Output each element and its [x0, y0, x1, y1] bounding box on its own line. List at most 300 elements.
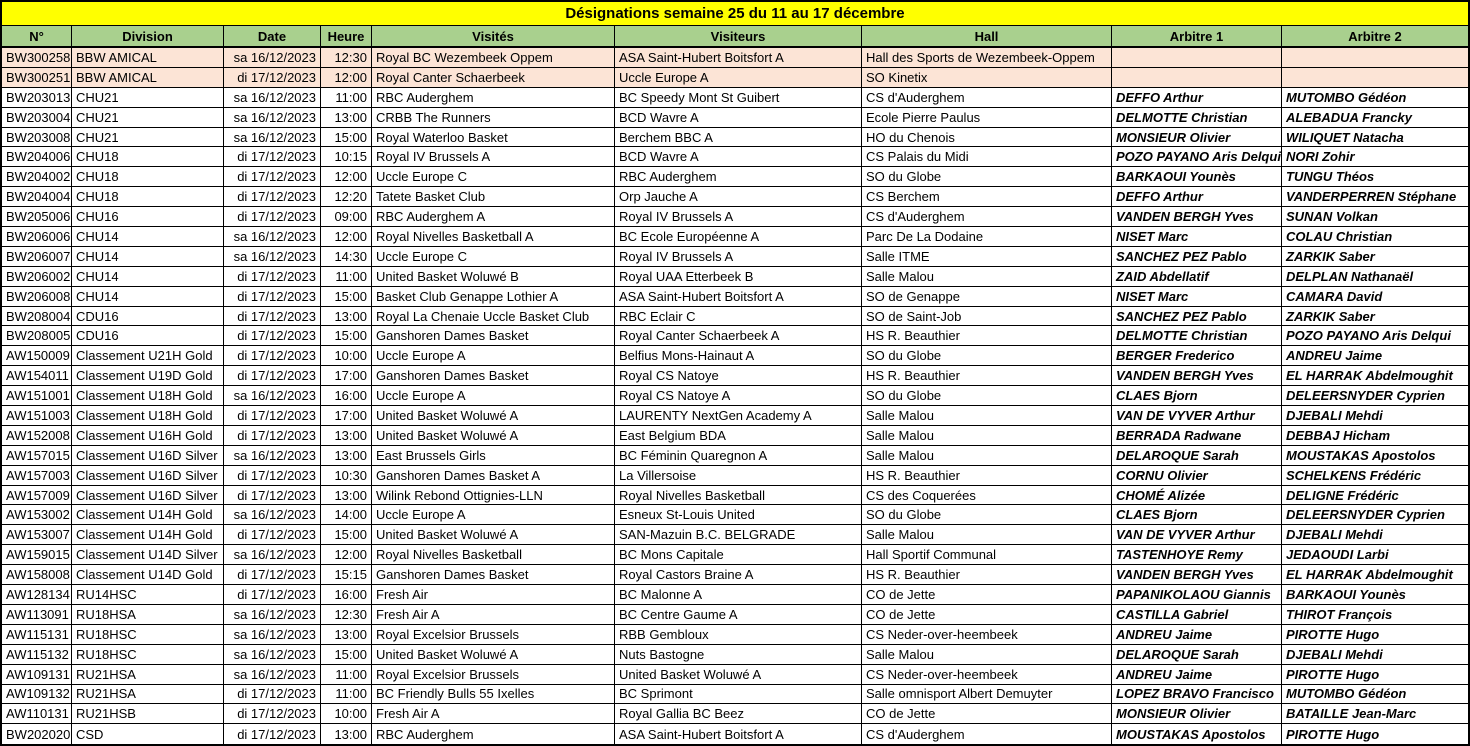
table-cell[interactable]: HS R. Beauthier [862, 366, 1112, 386]
table-cell[interactable]: CHU21 [72, 88, 224, 108]
table-cell[interactable]: AW157003 [2, 466, 72, 486]
table-cell[interactable]: sa 16/12/2023 [224, 446, 321, 466]
table-cell[interactable]: Classement U16H Gold [72, 426, 224, 446]
table-cell[interactable]: RU21HSB [72, 704, 224, 724]
table-cell[interactable]: RU18HSC [72, 625, 224, 645]
table-cell[interactable]: Hall des Sports de Wezembeek-Oppem [862, 48, 1112, 68]
table-cell[interactable]: 10:00 [321, 704, 372, 724]
table-cell[interactable]: Ganshoren Dames Basket [372, 565, 615, 585]
table-cell[interactable]: 15:00 [321, 525, 372, 545]
column-header[interactable]: Date [224, 26, 321, 47]
table-cell[interactable]: Royal Excelsior Brussels [372, 625, 615, 645]
table-cell[interactable]: VANDEN BERGH Yves [1112, 366, 1282, 386]
table-cell[interactable]: SCHELKENS Frédéric [1282, 466, 1468, 486]
table-cell[interactable]: RBC Auderghem A [372, 207, 615, 227]
table-cell[interactable]: 14:30 [321, 247, 372, 267]
table-cell[interactable]: HS R. Beauthier [862, 326, 1112, 346]
table-cell[interactable]: EL HARRAK Abdelmoughit [1282, 366, 1468, 386]
table-cell[interactable]: CHU16 [72, 207, 224, 227]
table-cell[interactable]: Ganshoren Dames Basket [372, 326, 615, 346]
table-cell[interactable]: Salle Malou [862, 645, 1112, 665]
table-cell[interactable]: sa 16/12/2023 [224, 108, 321, 128]
table-cell[interactable]: SO du Globe [862, 386, 1112, 406]
table-cell[interactable]: Basket Club Genappe Lothier A [372, 287, 615, 307]
table-cell[interactable]: United Basket Woluwé A [372, 525, 615, 545]
table-cell[interactable]: BW204006 [2, 147, 72, 167]
table-cell[interactable]: BATAILLE Jean-Marc [1282, 704, 1468, 724]
table-cell[interactable]: Classement U16D Silver [72, 466, 224, 486]
table-cell[interactable]: 11:00 [321, 665, 372, 685]
table-cell[interactable]: Ganshoren Dames Basket [372, 366, 615, 386]
table-cell[interactable]: THIROT François [1282, 605, 1468, 625]
table-cell[interactable]: 13:00 [321, 724, 372, 744]
table-cell[interactable]: DELIGNE Frédéric [1282, 486, 1468, 506]
table-cell[interactable]: BC Féminin Quaregnon A [615, 446, 862, 466]
table-cell[interactable]: CO de Jette [862, 585, 1112, 605]
table-cell[interactable]: 14:00 [321, 505, 372, 525]
table-cell[interactable]: United Basket Woluwé A [372, 406, 615, 426]
table-cell[interactable]: BW300251 [2, 68, 72, 88]
table-cell[interactable]: AW115131 [2, 625, 72, 645]
table-cell[interactable]: CHU14 [72, 267, 224, 287]
table-cell[interactable]: 15:00 [321, 287, 372, 307]
table-cell[interactable]: CDU16 [72, 307, 224, 327]
table-cell[interactable]: PIROTTE Hugo [1286, 726, 1380, 742]
table-cell[interactable]: CS des Coquerées [862, 486, 1112, 506]
table-cell[interactable]: MONSIEUR Olivier [1112, 128, 1282, 148]
table-cell[interactable]: di 17/12/2023 [224, 406, 321, 426]
table-cell[interactable]: sa 16/12/2023 [224, 665, 321, 685]
table-cell[interactable]: Royal Castors Braine A [615, 565, 862, 585]
table-cell[interactable]: BC Ecole Européenne A [615, 227, 862, 247]
table-cell[interactable]: SO du Globe [862, 346, 1112, 366]
table-cell[interactable]: BW203008 [2, 128, 72, 148]
table-cell[interactable]: CS Berchem [862, 187, 1112, 207]
table-cell[interactable]: HO du Chenois [862, 128, 1112, 148]
table-cell[interactable]: AW157009 [2, 486, 72, 506]
table-cell[interactable]: CS d'Auderghem [862, 724, 1112, 744]
table-cell[interactable]: RBC Auderghem [372, 88, 615, 108]
table-cell[interactable]: di 17/12/2023 [224, 287, 321, 307]
table-cell[interactable]: VANDERPERREN Stéphane [1282, 187, 1468, 207]
table-cell[interactable]: BW206006 [2, 227, 72, 247]
table-cell[interactable]: 12:00 [321, 545, 372, 565]
table-cell[interactable]: BW206002 [2, 267, 72, 287]
table-cell[interactable]: SO de Saint-Job [862, 307, 1112, 327]
table-cell[interactable]: VAN DE VYVER Arthur [1112, 406, 1282, 426]
table-cell[interactable]: 12:20 [321, 187, 372, 207]
table-cell[interactable]: BW208004 [2, 307, 72, 327]
table-cell[interactable]: BW206008 [2, 287, 72, 307]
table-cell[interactable]: East Belgium BDA [615, 426, 862, 446]
table-cell[interactable]: Salle ITME [862, 247, 1112, 267]
table-cell[interactable]: sa 16/12/2023 [224, 48, 321, 68]
table-cell[interactable]: sa 16/12/2023 [224, 505, 321, 525]
table-cell[interactable]: AW158008 [2, 565, 72, 585]
table-cell[interactable]: CHU14 [72, 247, 224, 267]
table-cell[interactable]: 15:15 [321, 565, 372, 585]
table-cell[interactable]: AW110131 [2, 704, 72, 724]
table-cell[interactable]: 12:00 [321, 167, 372, 187]
table-cell[interactable]: CS d'Auderghem [862, 88, 1112, 108]
table-cell[interactable]: Salle Malou [862, 267, 1112, 287]
table-cell[interactable]: di 17/12/2023 [224, 147, 321, 167]
table-cell[interactable] [1282, 48, 1468, 68]
table-cell[interactable]: Uccle Europe C [372, 167, 615, 187]
table-cell[interactable]: VANDEN BERGH Yves [1112, 565, 1282, 585]
table-cell[interactable]: CASTILLA Gabriel [1112, 605, 1282, 625]
table-cell[interactable]: Royal IV Brussels A [615, 207, 862, 227]
table-cell[interactable]: ZARKIK Saber [1282, 247, 1468, 267]
table-cell[interactable]: ANDREU Jaime [1282, 346, 1468, 366]
table-cell[interactable]: sa 16/12/2023 [224, 545, 321, 565]
table-cell[interactable]: 09:00 [321, 207, 372, 227]
table-cell[interactable]: DJEBALI Mehdi [1282, 645, 1468, 665]
table-cell[interactable]: United Basket Woluwé A [615, 665, 862, 685]
table-cell[interactable]: CHU14 [72, 287, 224, 307]
table-cell[interactable]: Royal Nivelles Basketball A [372, 227, 615, 247]
table-cell[interactable]: Salle Malou [862, 446, 1112, 466]
table-cell[interactable]: Salle Malou [862, 406, 1112, 426]
table-cell[interactable]: AW157015 [2, 446, 72, 466]
table-cell[interactable]: POZO PAYANO Aris Delqui [1282, 326, 1468, 346]
table-cell[interactable]: Uccle Europe A [372, 386, 615, 406]
table-cell[interactable]: Belfius Mons-Hainaut A [615, 346, 862, 366]
table-cell[interactable]: DEFFO Arthur [1112, 187, 1282, 207]
table-cell[interactable]: DELAROQUE Sarah [1112, 446, 1282, 466]
table-cell[interactable]: HS R. Beauthier [862, 466, 1112, 486]
table-cell[interactable]: 16:00 [321, 585, 372, 605]
table-cell[interactable]: Ganshoren Dames Basket A [372, 466, 615, 486]
table-cell[interactable]: sa 16/12/2023 [224, 625, 321, 645]
table-cell[interactable]: 11:00 [321, 88, 372, 108]
table-cell[interactable]: VANDEN BERGH Yves [1112, 207, 1282, 227]
table-cell[interactable]: United Basket Woluwé A [372, 426, 615, 446]
table-cell[interactable]: AW109132 [2, 685, 72, 705]
table-cell[interactable]: ZAID Abdellatif [1112, 267, 1282, 287]
table-cell[interactable]: CS Neder-over-heembeek [862, 665, 1112, 685]
table-cell[interactable]: di 17/12/2023 [224, 187, 321, 207]
table-cell[interactable]: Royal La Chenaie Uccle Basket Club [372, 307, 615, 327]
table-cell[interactable]: 13:00 [321, 625, 372, 645]
table-cell[interactable]: CO de Jette [862, 704, 1112, 724]
column-header[interactable]: Arbitre 1 [1112, 26, 1282, 47]
table-cell[interactable]: RU18HSA [72, 605, 224, 625]
table-cell[interactable]: ANDREU Jaime [1112, 625, 1282, 645]
table-cell[interactable]: PIROTTE Hugo [1282, 665, 1468, 685]
table-cell[interactable]: 13:00 [321, 486, 372, 506]
table-cell[interactable]: Fresh Air A [372, 605, 615, 625]
table-cell[interactable] [1282, 68, 1468, 88]
table-cell[interactable]: MUTOMBO Gédéon [1282, 685, 1468, 705]
table-cell[interactable]: AW153007 [2, 525, 72, 545]
table-cell[interactable]: sa 16/12/2023 [224, 645, 321, 665]
table-cell[interactable]: MOUSTAKAS Apostolos [1112, 724, 1282, 744]
table-cell[interactable]: DELEERSNYDER Cyprien [1282, 386, 1468, 406]
table-cell[interactable]: SANCHEZ PEZ Pablo [1112, 247, 1282, 267]
table-cell[interactable]: MUTOMBO Gédéon [1282, 88, 1468, 108]
table-cell[interactable]: Berchem BBC A [615, 128, 862, 148]
table-cell[interactable]: BW202020 [2, 724, 72, 744]
table-cell[interactable]: sa 16/12/2023 [224, 227, 321, 247]
table-cell[interactable]: DJEBALI Mehdi [1282, 525, 1468, 545]
table-cell[interactable]: Royal Canter Schaerbeek A [615, 326, 862, 346]
table-cell[interactable]: ALEBADUA Francky [1282, 108, 1468, 128]
table-cell[interactable]: Fresh Air A [372, 704, 615, 724]
table-cell[interactable]: di 17/12/2023 [224, 426, 321, 446]
table-cell[interactable]: BBW AMICAL [72, 68, 224, 88]
table-cell[interactable]: BC Mons Capitale [615, 545, 862, 565]
table-cell[interactable]: CLAES Bjorn [1112, 386, 1282, 406]
table-cell[interactable]: MONSIEUR Olivier [1112, 704, 1282, 724]
table-cell[interactable]: Salle omnisport Albert Demuyter [862, 685, 1112, 705]
table-cell[interactable]: Uccle Europe A [372, 346, 615, 366]
table-cell[interactable]: 10:00 [321, 346, 372, 366]
table-cell[interactable]: 15:00 [321, 645, 372, 665]
table-cell[interactable]: Uccle Europe A [372, 505, 615, 525]
table-cell[interactable]: RU21HSA [72, 665, 224, 685]
table-cell[interactable]: CHOMÉ Alizée [1112, 486, 1282, 506]
table-cell[interactable]: Royal Nivelles Basketball [615, 486, 862, 506]
table-cell[interactable]: CS d'Auderghem [862, 207, 1112, 227]
table-cell[interactable]: Royal Canter Schaerbeek [372, 68, 615, 88]
table-cell[interactable]: 12:30 [321, 605, 372, 625]
table-cell[interactable]: ANDREU Jaime [1112, 665, 1282, 685]
table-cell[interactable]: Classement U14D Gold [72, 565, 224, 585]
table-cell[interactable]: BW203004 [2, 108, 72, 128]
table-cell[interactable]: BW300258 [2, 48, 72, 68]
table-cell[interactable]: TUNGU Théos [1282, 167, 1468, 187]
table-cell[interactable]: MOUSTAKAS Apostolos [1282, 446, 1468, 466]
table-cell[interactable]: 10:15 [321, 147, 372, 167]
table-cell[interactable]: ZARKIK Saber [1282, 307, 1468, 327]
table-cell[interactable]: di 17/12/2023 [224, 724, 321, 744]
table-cell[interactable]: Royal Waterloo Basket [372, 128, 615, 148]
table-cell[interactable]: BW205006 [2, 207, 72, 227]
table-cell[interactable]: HS R. Beauthier [862, 565, 1112, 585]
table-cell[interactable]: CHU21 [72, 108, 224, 128]
table-cell[interactable]: AW113091 [2, 605, 72, 625]
table-cell[interactable]: AW150009 [2, 346, 72, 366]
column-header[interactable]: Visiteurs [615, 26, 862, 47]
table-cell[interactable]: PAPANIKOLAOU Giannis [1112, 585, 1282, 605]
table-cell[interactable]: Royal CS Natoye [615, 366, 862, 386]
table-cell[interactable]: CAMARA David [1282, 287, 1468, 307]
table-cell[interactable]: EL HARRAK Abdelmoughit [1282, 565, 1468, 585]
table-cell[interactable]: di 17/12/2023 [224, 525, 321, 545]
table-cell[interactable]: NISET Marc [1112, 287, 1282, 307]
table-cell[interactable]: di 17/12/2023 [224, 565, 321, 585]
table-cell[interactable]: di 17/12/2023 [224, 267, 321, 287]
table-cell[interactable]: CHU18 [72, 167, 224, 187]
table-cell[interactable]: Royal IV Brussels A [615, 247, 862, 267]
table-cell[interactable]: BERGER Frederico [1112, 346, 1282, 366]
table-cell[interactable]: Royal BC Wezembeek Oppem [372, 48, 615, 68]
table-cell[interactable]: Uccle Europe C [372, 247, 615, 267]
table-cell[interactable]: Royal Excelsior Brussels [372, 665, 615, 685]
table-cell[interactable]: DELAROQUE Sarah [1112, 645, 1282, 665]
table-cell[interactable]: United Basket Woluwé A [372, 645, 615, 665]
table-cell[interactable]: ASA Saint-Hubert Boitsfort A [615, 48, 862, 68]
table-cell[interactable]: 15:00 [321, 128, 372, 148]
table-cell[interactable]: sa 16/12/2023 [224, 128, 321, 148]
table-cell[interactable]: AW115132 [2, 645, 72, 665]
table-cell[interactable]: Salle Malou [862, 525, 1112, 545]
table-cell[interactable]: di 17/12/2023 [224, 326, 321, 346]
table-cell[interactable]: CORNU Olivier [1112, 466, 1282, 486]
table-cell[interactable]: Classement U21H Gold [72, 346, 224, 366]
table-cell[interactable]: DEBBAJ Hicham [1282, 426, 1468, 446]
table-cell[interactable]: ASA Saint-Hubert Boitsfort A [615, 724, 862, 744]
table-cell[interactable]: NORI Zohir [1282, 147, 1468, 167]
table-cell[interactable]: Classement U14H Gold [72, 505, 224, 525]
table-cell[interactable]: BERRADA Radwane [1112, 426, 1282, 446]
table-cell[interactable]: Hall Sportif Communal [862, 545, 1112, 565]
table-cell[interactable]: 17:00 [321, 406, 372, 426]
table-cell[interactable]: 13:00 [321, 446, 372, 466]
table-cell[interactable]: POZO PAYANO Aris Delqui [1112, 147, 1282, 167]
table-cell[interactable]: di 17/12/2023 [224, 346, 321, 366]
table-cell[interactable]: Royal CS Natoye A [615, 386, 862, 406]
table-cell[interactable]: SO du Globe [862, 505, 1112, 525]
table-cell[interactable]: BC Friendly Bulls 55 Ixelles [372, 685, 615, 705]
table-cell[interactable]: AW152008 [2, 426, 72, 446]
table-cell[interactable]: ASA Saint-Hubert Boitsfort A [615, 287, 862, 307]
table-cell[interactable]: DELPLAN Nathanaël [1282, 267, 1468, 287]
table-cell[interactable]: Tatete Basket Club [372, 187, 615, 207]
table-cell[interactable]: DEFFO Arthur [1112, 88, 1282, 108]
table-cell[interactable]: CDU16 [72, 326, 224, 346]
column-header[interactable]: Heure [321, 26, 372, 47]
table-cell[interactable]: Fresh Air [372, 585, 615, 605]
table-cell[interactable]: CRBB The Runners [372, 108, 615, 128]
table-cell[interactable]: Classement U14D Silver [72, 545, 224, 565]
table-cell[interactable]: di 17/12/2023 [224, 466, 321, 486]
table-cell[interactable]: CHU21 [72, 128, 224, 148]
table-cell[interactable]: Classement U16D Silver [72, 486, 224, 506]
table-cell[interactable]: RU18HSC [72, 645, 224, 665]
table-cell[interactable]: Classement U16D Silver [72, 446, 224, 466]
table-cell[interactable]: DELEERSNYDER Cyprien [1282, 505, 1468, 525]
table-cell[interactable]: BW203013 [2, 88, 72, 108]
table-cell[interactable]: Royal IV Brussels A [372, 147, 615, 167]
table-cell[interactable]: BW206007 [2, 247, 72, 267]
table-cell[interactable]: BC Speedy Mont St Guibert [615, 88, 862, 108]
table-cell[interactable]: di 17/12/2023 [224, 167, 321, 187]
table-cell[interactable] [1112, 68, 1282, 88]
table-cell[interactable]: SO Kinetix [862, 68, 1112, 88]
table-cell[interactable]: East Brussels Girls [372, 446, 615, 466]
table-cell[interactable]: 16:00 [321, 386, 372, 406]
table-cell[interactable] [1112, 48, 1282, 68]
table-cell[interactable]: 12:00 [321, 227, 372, 247]
table-cell[interactable]: Nuts Bastogne [615, 645, 862, 665]
table-cell[interactable]: AW153002 [2, 505, 72, 525]
table-cell[interactable]: Uccle Europe A [615, 68, 862, 88]
table-cell[interactable]: BARKAOUI Younès [1282, 585, 1468, 605]
table-cell[interactable]: LAURENTY NextGen Academy A [615, 406, 862, 426]
table-cell[interactable]: 13:00 [321, 426, 372, 446]
column-header[interactable]: Division [72, 26, 224, 47]
table-cell[interactable]: BW208005 [2, 326, 72, 346]
table-cell[interactable]: NISET Marc [1112, 227, 1282, 247]
table-cell[interactable]: BC Centre Gaume A [615, 605, 862, 625]
table-cell[interactable]: CO de Jette [862, 605, 1112, 625]
table-cell[interactable]: BC Sprimont [615, 685, 862, 705]
table-cell[interactable]: Orp Jauche A [615, 187, 862, 207]
table-cell[interactable]: di 17/12/2023 [224, 704, 321, 724]
table-cell[interactable]: 13:00 [321, 108, 372, 128]
table-cell[interactable]: 11:00 [321, 267, 372, 287]
table-cell[interactable]: di 17/12/2023 [224, 68, 321, 88]
column-header[interactable]: N° [2, 26, 72, 47]
table-cell[interactable]: di 17/12/2023 [224, 486, 321, 506]
table-cell[interactable]: CHU18 [72, 187, 224, 207]
table-cell[interactable]: AW128134 [2, 585, 72, 605]
table-cell[interactable]: di 17/12/2023 [224, 366, 321, 386]
table-cell[interactable]: BARKAOUI Younès [1112, 167, 1282, 187]
table-cell[interactable]: Royal UAA Etterbeek B [615, 267, 862, 287]
column-header[interactable]: Hall [862, 26, 1112, 47]
table-cell[interactable]: SO du Globe [862, 167, 1112, 187]
table-cell[interactable]: Classement U19D Gold [72, 366, 224, 386]
table-cell[interactable]: di 17/12/2023 [224, 685, 321, 705]
table-cell[interactable]: DELMOTTE Christian [1112, 326, 1282, 346]
table-cell[interactable]: BC Malonne A [615, 585, 862, 605]
table-cell[interactable]: 13:00 [321, 307, 372, 327]
table-cell[interactable]: SAN-Mazuin B.C. BELGRADE [615, 525, 862, 545]
table-cell[interactable]: RU21HSA [72, 685, 224, 705]
table-cell[interactable]: CLAES Bjorn [1112, 505, 1282, 525]
table-cell[interactable]: BBW AMICAL [72, 48, 224, 68]
table-cell[interactable]: di 17/12/2023 [224, 585, 321, 605]
table-cell[interactable]: BW204004 [2, 187, 72, 207]
table-cell[interactable]: Classement U18H Gold [72, 386, 224, 406]
table-cell[interactable]: sa 16/12/2023 [224, 386, 321, 406]
table-cell[interactable]: 15:00 [321, 326, 372, 346]
table-cell[interactable]: 17:00 [321, 366, 372, 386]
table-cell[interactable]: Classement U18H Gold [72, 406, 224, 426]
table-cell[interactable]: DELMOTTE Christian [1112, 108, 1282, 128]
table-cell[interactable]: Salle Malou [862, 426, 1112, 446]
table-cell[interactable]: sa 16/12/2023 [224, 247, 321, 267]
table-cell[interactable]: 10:30 [321, 466, 372, 486]
table-cell[interactable]: sa 16/12/2023 [224, 605, 321, 625]
table-cell[interactable]: AW154011 [2, 366, 72, 386]
table-cell[interactable]: Royal Nivelles Basketball [372, 545, 615, 565]
table-cell[interactable]: 12:00 [321, 68, 372, 88]
table-cell[interactable]: COLAU Christian [1282, 227, 1468, 247]
table-cell[interactable]: BCD Wavre A [615, 108, 862, 128]
column-header[interactable]: Visités [372, 26, 615, 47]
table-cell[interactable]: CHU14 [72, 227, 224, 247]
table-cell[interactable]: Esneux St-Louis United [615, 505, 862, 525]
table-cell[interactable]: CS Palais du Midi [862, 147, 1112, 167]
table-cell[interactable]: AW151001 [2, 386, 72, 406]
table-cell[interactable]: La Villersoise [615, 466, 862, 486]
table-cell[interactable]: AW159015 [2, 545, 72, 565]
table-cell[interactable]: 11:00 [321, 685, 372, 705]
table-cell[interactable]: di 17/12/2023 [224, 207, 321, 227]
table-cell[interactable]: United Basket Woluwé B [372, 267, 615, 287]
table-cell[interactable]: Ecole Pierre Paulus [862, 108, 1112, 128]
table-cell[interactable]: 12:30 [321, 48, 372, 68]
table-cell[interactable]: LOPEZ BRAVO Francisco [1112, 685, 1282, 705]
table-cell[interactable]: AW109131 [2, 665, 72, 685]
table-cell[interactable]: Wilink Rebond Ottignies-LLN [372, 486, 615, 506]
table-cell[interactable]: RU14HSC [72, 585, 224, 605]
table-cell[interactable]: DJEBALI Mehdi [1282, 406, 1468, 426]
